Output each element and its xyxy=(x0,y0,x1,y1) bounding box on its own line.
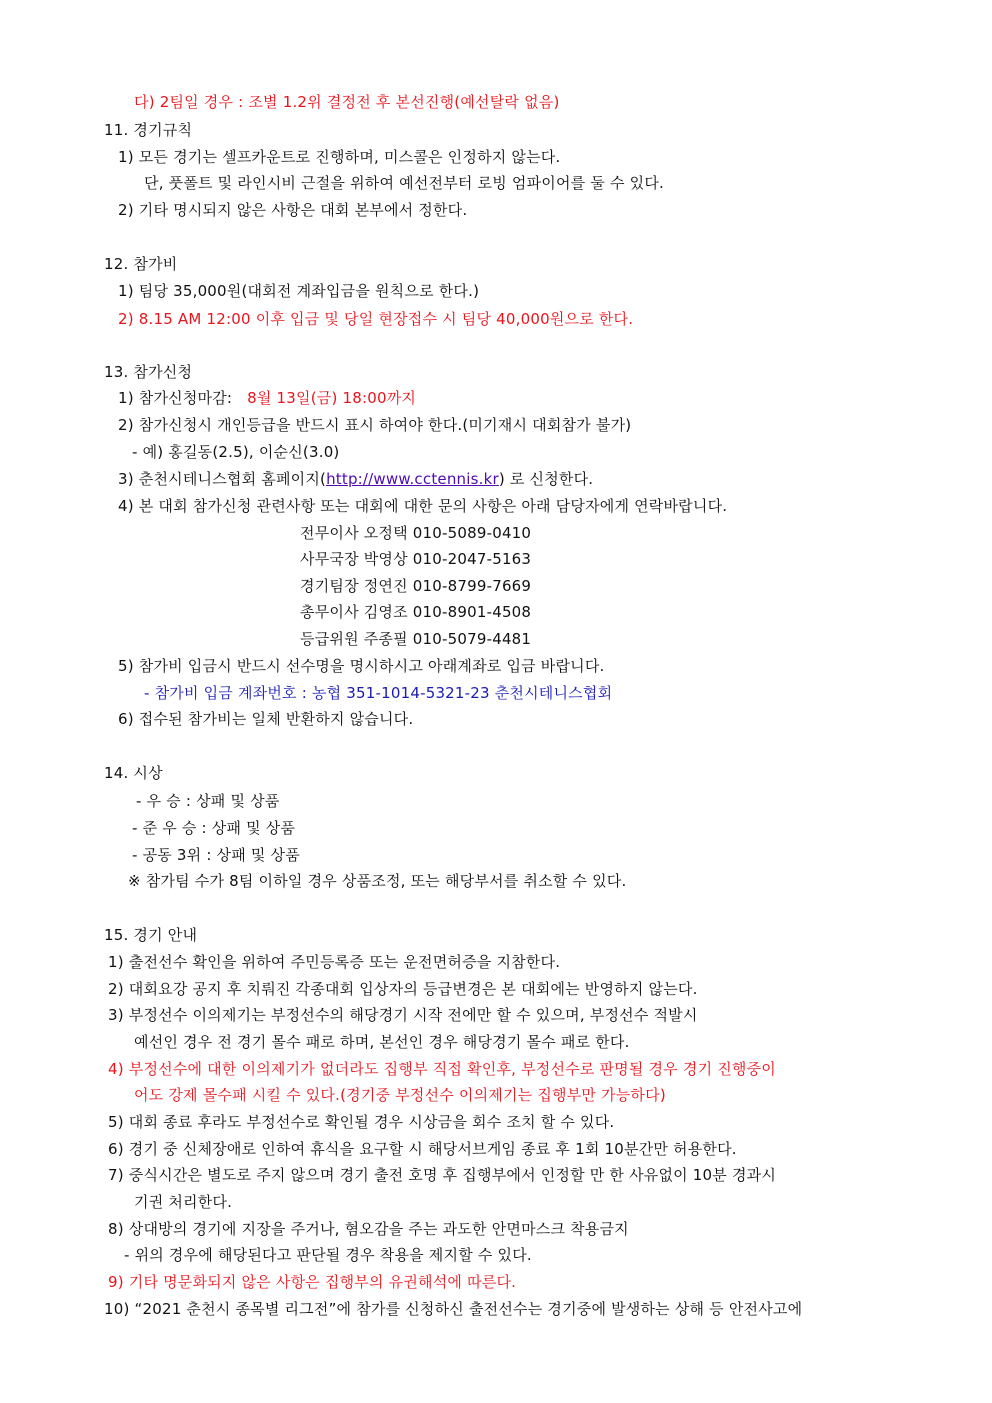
guide-15-8-cont: - 위의 경우에 해당된다고 판단될 경우 착용을 제지할 수 있다. xyxy=(124,1246,532,1264)
rule-11-1-note: 단, 풋폴트 및 라인시비 근절을 위하여 예선전부터 로빙 엄파이어를 둘 수 있다. xyxy=(144,174,664,192)
fee-12-2: 2) 8.15 AM 12:00 이후 입금 및 당일 현장접수 시 팀당 40,000원으로 한다. xyxy=(118,310,634,328)
guide-15-3-cont: 예선인 경우 전 경기 몰수 패로 하며, 본선인 경우 해당경기 몰수 패로 한다. xyxy=(134,1033,630,1051)
section-11-heading: 11. 경기규칙 xyxy=(104,121,193,139)
section-14-heading: 14. 시상 xyxy=(104,764,163,782)
guide-15-7-cont: 기권 처리한다. xyxy=(134,1193,233,1211)
guide-15-5: 5) 대회 종료 후라도 부정선수로 확인될 경우 시상금을 회수 조치 할 수 있다. xyxy=(108,1113,615,1131)
rule-11-2: 2) 기타 명시되지 않은 사항은 대회 본부에서 정한다. xyxy=(118,201,468,219)
guide-15-6: 6) 경기 중 신체장애로 인하여 휴식을 요구할 시 해당서브게임 종료 후 1회 10분간만 허용한다. xyxy=(108,1140,737,1158)
award-third: - 공동 3위 : 상패 및 상품 xyxy=(132,846,300,864)
deadline-date: 8월 13일(금) 18:00까지 xyxy=(247,389,417,407)
contact-2: 사무국장 박영상 010-2047-5163 xyxy=(300,550,532,568)
deadline-line xyxy=(118,388,416,408)
apply-13-5: 5) 참가비 입금시 반드시 선수명을 명시하시고 아래계좌로 입금 바랍니다. xyxy=(118,657,605,675)
fee-12-1: 1) 팀당 35,000원(대회전 계좌입금을 원칙으로 한다.) xyxy=(118,282,480,300)
contact-1: 전무이사 오정택 010-5089-0410 xyxy=(300,524,532,542)
guide-15-7: 7) 중식시간은 별도로 주지 않으며 경기 출전 호명 후 집행부에서 인정할 만 한 사유없이 10분 경과시 xyxy=(108,1166,777,1184)
award-runner-up: - 준 우 승 : 상패 및 상품 xyxy=(132,819,296,837)
homepage-link[interactable]: http://www.cctennis.kr xyxy=(326,470,499,488)
guide-15-8: 8) 상대방의 경기에 지장을 주거나, 혐오감을 주는 과도한 안면마스크 착용금지 xyxy=(108,1220,629,1238)
award-note: ※ 참가팀 수가 8팀 이하일 경우 상품조정, 또는 해당부서를 취소할 수 있다. xyxy=(128,872,627,890)
section-15-heading: 15. 경기 안내 xyxy=(104,926,198,944)
section-13-heading: 13. 참가신청 xyxy=(104,363,193,381)
section-12-heading: 12. 참가비 xyxy=(104,255,178,273)
guide-15-1: 1) 출전선수 확인을 위하여 주민등록증 또는 운전면허증을 지참한다. xyxy=(108,953,561,971)
apply-13-6: 6) 접수된 참가비는 일체 반환하지 않습니다. xyxy=(118,710,414,728)
guide-15-4-cont: 어도 강제 몰수패 시킬 수 있다.(경기중 부정선수 이의제기는 집행부만 가능하다) xyxy=(134,1086,666,1104)
award-winner: - 우 승 : 상패 및 상품 xyxy=(136,792,280,810)
guide-15-3: 3) 부정선수 이의제기는 부정선수의 해당경기 시작 전에만 할 수 있으며, 부정선수 적발시 xyxy=(108,1006,698,1024)
apply-13-3 xyxy=(118,469,593,489)
guide-15-10: 10) “2021 춘천시 종목별 리그전”에 참가를 신청하신 출전선수는 경기중에 발생하는 상해 등 안전사고에 xyxy=(104,1300,803,1318)
guide-15-4: 4) 부정선수에 대한 이의제기가 없더라도 집행부 직접 확인후, 부정선수로 판명될 경우 경기 진행중이 xyxy=(108,1060,776,1078)
account-number: - 참가비 입금 계좌번호 : 농협 351-1014-5321-23 춘천시테니스협회 xyxy=(144,684,613,702)
team-two-rule: 다) 2팀일 경우 : 조별 1.2위 결정전 후 본선진행(예선탈락 없음) xyxy=(134,93,560,111)
apply-13-2-example: - 예) 홍길동(2.5), 이순신(3.0) xyxy=(132,443,340,461)
contact-3: 경기팀장 정연진 010-8799-7669 xyxy=(300,577,532,595)
apply-13-4: 4) 본 대회 참가신청 관련사항 또는 대회에 대한 문의 사항은 아래 담당자에게 연락바랍니다. xyxy=(118,497,728,515)
rule-11-1: 1) 모든 경기는 셀프카운트로 진행하며, 미스콜은 인정하지 않는다. xyxy=(118,148,561,166)
contact-4: 총무이사 김영조 010-8901-4508 xyxy=(300,603,532,621)
apply-13-3-suffix: ) 로 신청한다. xyxy=(498,470,594,488)
apply-13-3-prefix: 3) 춘천시테니스협회 홈페이지( xyxy=(118,470,327,488)
guide-15-2: 2) 대회요강 공지 후 치뤄진 각종대회 입상자의 등급변경은 본 대회에는 반영하지 않는다. xyxy=(108,980,698,998)
deadline-label: 1) 참가신청마감: xyxy=(118,389,233,407)
apply-13-2: 2) 참가신청시 개인등급을 반드시 표시 하여야 한다.(미기재시 대회참가 불가) xyxy=(118,416,632,434)
guide-15-9: 9) 기타 명문화되지 않은 사항은 집행부의 유권해석에 따른다. xyxy=(108,1273,517,1291)
contact-5: 등급위원 주종필 010-5079-4481 xyxy=(300,630,532,648)
